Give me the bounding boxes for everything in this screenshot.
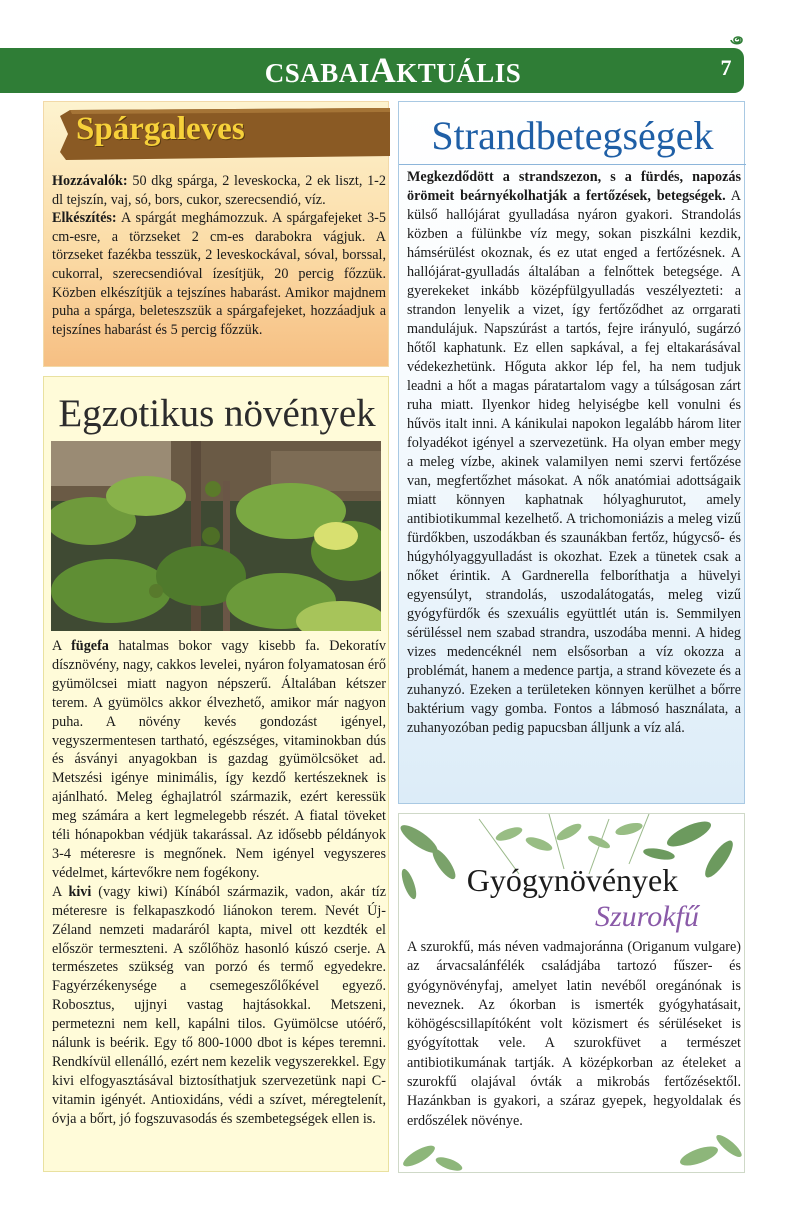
method-label: Elkészítés: [52, 210, 117, 227]
body-text: A külső hallójárat gyulladása nyáron gyakori. Strandolás közben a fülünkbe víz megy, sokan piszkálni kezdik, hámsérülést okoznak, és ez utat enged a fertőzésnek. A hallójárat-gyulladás általában a felnőttek betegsége. A gyerekeket inkább középfülgyulladás veszélyezteti: a strandon lenyelik a vizet, így fertőződhet az orrgarati mandulájuk. Napszúrást a tartós, fejre irányuló, sugárzó hőtől kaphatunk. Ez ellen sapkával, a fej eltakarásával védekezhetünk. Hőguta akkor lép fel, ha nem tudjuk leadni a hőt a magas páratartalom vagy a túlságosan zárt ruha miatt. Ilyenkor hideg helyiségbe kell vonulni és hűvös italt inni. A kánikulai napokon legalább három liter folyadékot igényel a szervezetünk. Ha olyan ember megy a meleg vízbe, akinek valamilyen nemi szervi fertőzése van, megfertőzhet másokat. A nők anatómiai adottságaik miatt könnyen kaphatnak hólyaghurutot, amely antibiotikummal kezelhető. A trichomoniázis a meleg vizű fürdőkben, uszodákban és szaunákban fertőz, húgycső- és húgyhólyaggyulladást is okozhat. Ezek a tünetek csak a nőket érintik. A Gardnerella felboríthatja a hüvelyi egyensúlyt, strandolás, uszodalátogatás, meleg vizű gyógyfürdők és szexuális együttlét után is. Semmilyen sérüléssel nem szabad strandra, uszodába menni. A hideg vizes medencéknél nem elsősorban a víz okozza a problémát, hanem a medence partja, a strand kövezete és a zuhanyzó. Ezeken a területeken könnyen kerülhet a bőrre baktérium vagy gomba. Fontos a lábmosó használata, a zuhanyozóban pedig papucsban álljunk a víz alá. [407, 188, 742, 736]
swirl-logo-icon [729, 33, 745, 47]
article-box-gyogynovenyek [398, 813, 745, 1173]
publication-title: CSABAIAKTUÁLIS [264, 50, 522, 90]
text-run: A [52, 638, 72, 654]
ingredients-label: Hozzávalók: [52, 173, 128, 189]
keyword-kivi: kivi [68, 883, 92, 900]
method-text: A spárgát meghámozzuk. A spárgafejeket 3-5 cm-esre, a törzseket 2 cm-es darabokra vágjuk. A törzseket fazékba tesszük, 2 leveskockával, sóval, borssal, cukorral, szerecsendióval ízesítjük, 20 percig főzzük. Közben elkészítjük a tejszínes habarást. Amikor majdnem puha a spárga, beleteszszük a spárgafejeket, hozzáadjuk a tejszínes habarást és 5 percig főzzük. [52, 210, 386, 338]
recipe-text [52, 172, 386, 339]
article-title: Egzotikus növények [58, 392, 376, 435]
article-box-strand [398, 101, 745, 804]
keyword-fugefa: fügefa [71, 638, 109, 654]
article-box-egzotikus [43, 376, 389, 1172]
recipe-box-spargaleves [43, 101, 389, 367]
page-number: 7 [720, 55, 732, 80]
article-title: Strandbetegségek [431, 113, 714, 158]
text-run: A [52, 883, 69, 900]
article-text [52, 637, 386, 1129]
paragraph-fugefa: hatalmas bokor vagy kisebb fa. Dekoratív dísznövény, nagy, cakkos levelei, nyáron folyamatosan érő gyümölcsei miatt nagyon népszerű. Általában kétszer terem. A gyümölcs akkor élvezhető, amikor már nagyon puha. A növény kevés gondozást igényel, vegyszermentesen tartható, egészséges, vitaminokban dús és ásványi anyagokban is gazdag gyümölcsöket ad. Metszési igénye minimális, így kezdő kertészeknek is ajánlható. Meleg éghajlatról származik, ezért keressük meg számára a kert legmelegebb részét. A fiatal töveket téli hónapokban védjük takarással. Az idősebb példányok 3-4 méteresre is megnőnek. Nem igényel vegyszeres védelmet, kártevőkre nem fogékony. [52, 638, 386, 881]
fig-tree-photo [51, 441, 381, 631]
paragraph-kivi: (vagy kiwi) Kínából származik, vadon, akár tíz méteresre is felkapaszkodó liánokon terem. Nevét Új-Zéland nemzeti madaráról kapta, mivel ott kezdték el először termeszteni. A szőlőhöz hasonló kúszó cserje. A természetes szükség van porzó és termő egyedekre. Fagyérzékenysége a csemegeszőlőkével egyező. Robosztus, ujjnyi vastag hajtásokkal. Metszeni, permetezni nem kell, kapálni tilos. Gyümölcse utóérő, nálunk is beérik. Egy tő 800-1000 dbot is képes teremni. Rendkívül ellenálló, ezért nem kezelik vegyszerekkel. Egy kivi elfogyasztásával biztosíthatjuk szervezetünk napi C-vitamin igényét. Antioxidáns, védi a szívet, méregtelenít, óvja a bőrt, jó fogszuvasodás és szembetegségek ellen is. [52, 883, 386, 1127]
article-title: Gyógynövények [466, 862, 679, 898]
ingredients-text: 50 dkg spárga, 2 leveskocka, 2 ek liszt, 1-2 dl tejszín, vaj, só, bors, cukor, szerecsendió, víz. [52, 173, 386, 208]
article-text [407, 168, 741, 738]
lead-text: Megkezdődött a strandszezon, s a fürdés, napozás örömeit beárnyékolhatják a fertőzések, betegségek. [407, 169, 741, 204]
recipe-title: Spárgaleves [76, 111, 245, 147]
title-divider [399, 164, 746, 165]
article-subtitle: Szurokfű [595, 900, 699, 933]
article-text: A szurokfű, más néven vadmajoránna (Origanum vulgare) az árvacsalánfélék családjába tartozó fűszer- és gyógynövényfaj, amelyet latin nevéből oregánónak is neveznek. Az ókorban is ismerték gyógyhatásait, köhögéscsillapítóként volt közismert és sérüléseket is gyógyítottak vele. A szurokfüvet a természet antibiotikumának tartják. A középkorban az ételeket a szurokfű olajával óvták a mikrobás fertőzésektől. Hazánkban is gyakori, a száraz gyepek, hegyoldalak és erdőszélek növénye. [407, 939, 741, 1129]
